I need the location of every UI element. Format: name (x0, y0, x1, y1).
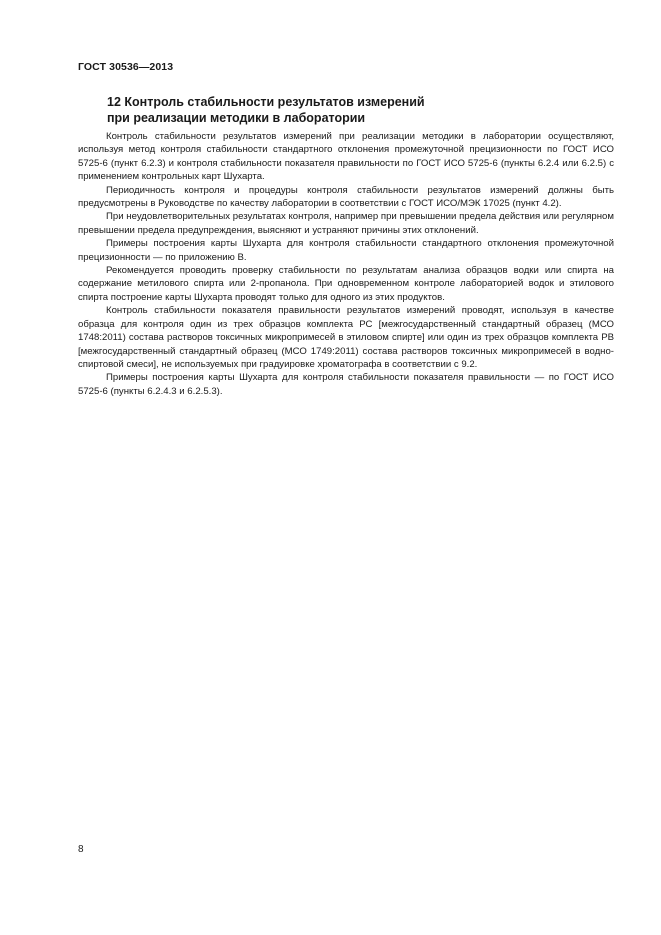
document-code-header: ГОСТ 30536—2013 (78, 61, 174, 73)
section-title (107, 94, 567, 126)
paragraph-control-method: Контроль стабильности результатов измерений при реализации методики в лаборатории осуществляют, используя метод контроля стабильности стандартного отклонения промежуточной прецизионности по ГОСТ ИСО 5725-6 (пункт 6.2.3) и контроля стабильности показателя правильности по ГОСТ ИСО 5725-6 (пункты 6.2.4 или 6.2.5) с применением контрольных карт Шухарта. (78, 131, 614, 183)
section-body (78, 130, 614, 398)
paragraph-shewhart-trueness-examples: Примеры построения карты Шухарта для контроля стабильности показателя правильности — по ГОСТ ИСО 5725-6 (пункты 6.2.4.3 и 6.2.5.3). (78, 372, 614, 397)
paragraph-trueness-control: Контроль стабильности показателя правильности результатов измерений проводят, используя в качестве образца для контроля один из трех образцов комплекта РС [межгосударственный стандартный образец (МСО 1748:2011) состава растворов токсичных микропримесей в этиловом спирте] или один из трех образцов комплекта РВ [межгосударственный стандартный образец (МСО 1749:2011) состава растворов токсичных микропримесей в водно-спиртовой смеси], не используемых при градуировке хроматографа в соответствии с 9.2. (78, 305, 614, 370)
page-number: 8 (78, 844, 84, 855)
paragraph-shewhart-precision-examples: Примеры построения карты Шухарта для контроля стабильности стандартного отклонения промежуточной прецизионности — по приложению В. (78, 238, 614, 263)
section-title-line-2: при реализации методики в лаборатории (107, 111, 366, 125)
paragraph-unsatisfactory-results: При неудовлетворительных результатах контроля, например при превышении предела действия или регулярном превышении предела предупреждения, выясняют и устраняют причины этих отклонений. (78, 211, 614, 236)
paragraph-recommendation: Рекомендуется проводить проверку стабильности по результатам анализа образцов водки или спирта на содержание метилового спирта или 2-пропанола. При одновременном контроле лабораторией водок и этилового спирта построение карты Шухарта проводят только для одного из этих продуктов. (78, 265, 614, 303)
paragraph-periodicity: Периодичность контроля и процедуры контроля стабильности результатов измерений должны быть предусмотрены в Руководстве по качеству лаборатории в соответствии с ГОСТ ИСО/МЭК 17025 (пункт 4.2). (78, 184, 614, 210)
section-title-line-1: 12 Контроль стабильности результатов измерений (107, 95, 425, 109)
